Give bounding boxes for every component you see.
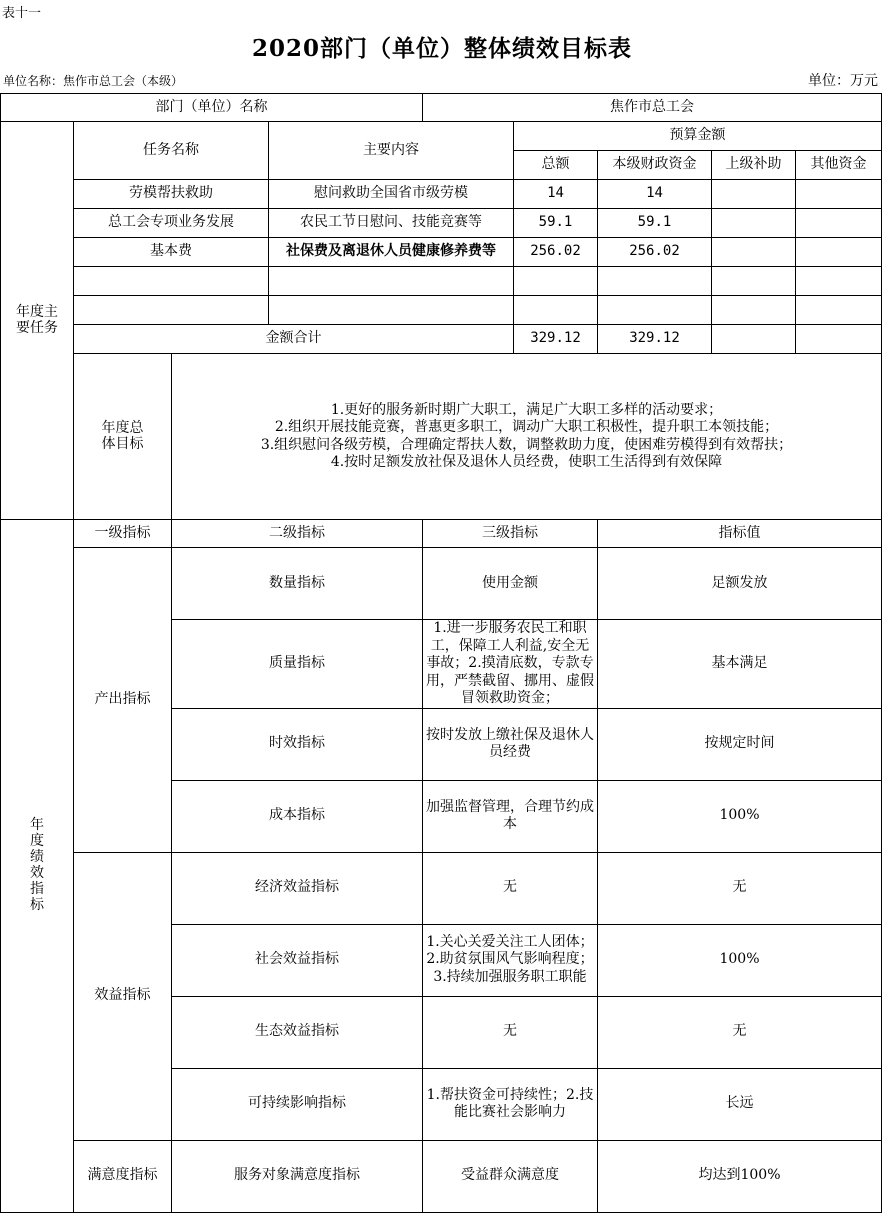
header-main-content: 主要内容	[269, 122, 514, 180]
level2-cell: 经济效益指标	[172, 852, 423, 924]
task-superior	[712, 180, 796, 209]
sum-local: 329.12	[598, 325, 712, 354]
header-level1: 一级指标	[74, 520, 172, 548]
task-other	[796, 180, 882, 209]
header-total: 总额	[514, 151, 598, 180]
value-cell: 长远	[598, 1068, 882, 1140]
indicators-section-label: 年度绩效指标	[1, 520, 74, 1213]
task-local: 59.1	[598, 209, 712, 238]
header-other-funds: 其他资金	[796, 151, 882, 180]
value-cell: 基本满足	[598, 620, 882, 709]
value-cell: 均达到100%	[598, 1140, 882, 1212]
value-cell: 100%	[598, 924, 882, 996]
task-local: 256.02	[598, 238, 712, 267]
unit-label: 单位：万元	[808, 73, 878, 89]
task-other	[796, 296, 882, 325]
task-name	[74, 296, 269, 325]
task-total: 59.1	[514, 209, 598, 238]
task-superior	[712, 238, 796, 267]
sum-superior	[712, 325, 796, 354]
goals-content	[172, 354, 882, 520]
task-other	[796, 267, 882, 296]
task-total	[514, 267, 598, 296]
level3-cell: 1.进一步服务农民工和职工，保障工人利益,安全无事故；2.摸清底数，专款专用，严禁截留、挪用、虚假冒领救助资金；	[423, 620, 598, 709]
level2-cell: 质量指标	[172, 620, 423, 709]
group-benefit: 效益指标	[74, 852, 172, 1140]
task-total	[514, 296, 598, 325]
goal-item: 1.更好的服务新时期广大职工，满足广大职工多样的活动要求；	[330, 401, 723, 418]
group-output: 产出指标	[74, 548, 172, 853]
task-superior	[712, 296, 796, 325]
level2-cell: 可持续影响指标	[172, 1068, 423, 1140]
value-cell: 按规定时间	[598, 708, 882, 780]
task-total: 256.02	[514, 238, 598, 267]
level2-cell: 生态效益指标	[172, 996, 423, 1068]
value-cell: 足额发放	[598, 548, 882, 620]
goals-section-label: 年度总体目标	[74, 354, 172, 520]
value-cell: 无	[598, 996, 882, 1068]
sum-other	[796, 325, 882, 354]
header-level3: 三级指标	[423, 520, 598, 548]
task-content	[269, 267, 514, 296]
task-superior	[712, 267, 796, 296]
header-budget: 预算金额	[514, 122, 882, 151]
level2-cell: 服务对象满意度指标	[172, 1140, 423, 1212]
table-tag: 表十一	[2, 6, 42, 21]
tasks-section-label: 年度主要任务	[1, 122, 74, 520]
dept-label: 部门（单位）名称	[1, 94, 423, 122]
task-superior	[712, 209, 796, 238]
level3-cell: 受益群众满意度	[423, 1140, 598, 1212]
level3-cell: 1.帮扶资金可持续性；2.技能比赛社会影响力	[423, 1068, 598, 1140]
level3-cell: 无	[423, 996, 598, 1068]
sum-total: 329.12	[514, 325, 598, 354]
page-title: 2020部门（单位）整体绩效目标表	[251, 35, 632, 62]
level2-cell: 社会效益指标	[172, 924, 423, 996]
level2-cell: 数量指标	[172, 548, 423, 620]
task-content: 农民工节日慰问、技能竞赛等	[269, 209, 514, 238]
task-total: 14	[514, 180, 598, 209]
header-local-fiscal: 本级财政资金	[598, 151, 712, 180]
level3-cell: 1.关心关爱关注工人团体；2.助贫氛围风气影响程度；3.持续加强服务职工职能	[423, 924, 598, 996]
task-name: 总工会专项业务发展	[74, 209, 269, 238]
sum-label: 金额合计	[74, 325, 514, 354]
task-local	[598, 296, 712, 325]
performance-table	[0, 93, 882, 1213]
goal-item: 2.组织开展技能竞赛，普惠更多职工，调动广大职工积极性，提升职工本领技能；	[274, 419, 779, 435]
level3-cell: 加强监督管理，合理节约成本	[423, 780, 598, 852]
task-other	[796, 238, 882, 267]
task-name: 劳模帮扶救助	[74, 180, 269, 209]
header-superior-subsidy: 上级补助	[712, 151, 796, 180]
header-value: 指标值	[598, 520, 882, 548]
unit-name: 单位名称：焦作市总工会（本级）	[3, 74, 184, 88]
level3-cell: 无	[423, 852, 598, 924]
task-content: 慰问救助全国省市级劳模	[269, 180, 514, 209]
level3-cell: 按时发放上缴社保及退休人员经费	[423, 708, 598, 780]
level2-cell: 成本指标	[172, 780, 423, 852]
level2-cell: 时效指标	[172, 708, 423, 780]
dept-value: 焦作市总工会	[423, 94, 882, 122]
task-content	[269, 296, 514, 325]
header-task-name: 任务名称	[74, 122, 269, 180]
goal-item: 3.组织慰问各级劳模，合理确定帮扶人数，调整救助力度，使困难劳模得到有效帮扶；	[260, 436, 793, 453]
level3-cell: 使用金额	[423, 548, 598, 620]
task-name	[74, 267, 269, 296]
header-level2: 二级指标	[172, 520, 423, 548]
goal-item: 4.按时足额发放社保及退休人员经费，使职工生活得到有效保障	[330, 454, 723, 470]
group-satisfaction: 满意度指标	[74, 1140, 172, 1212]
task-name: 基本费	[74, 238, 269, 267]
task-content: 社保费及离退休人员健康修养费等	[269, 238, 514, 267]
task-other	[796, 209, 882, 238]
task-local	[598, 267, 712, 296]
value-cell: 无	[598, 852, 882, 924]
value-cell: 100%	[598, 780, 882, 852]
task-local: 14	[598, 180, 712, 209]
